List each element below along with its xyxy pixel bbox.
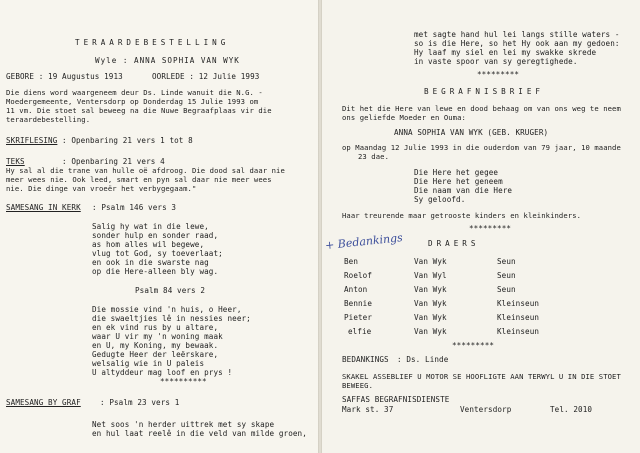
bearer-first: Roelof <box>344 271 373 280</box>
psalm146-line-0: Salig hy wat in die lewe, <box>92 222 209 231</box>
psalm84-line-5: Gedugte Heer der leërskare, <box>92 350 219 359</box>
bearer-last: Van Wyk <box>414 327 447 336</box>
verse-1: Die Here het geneem <box>414 177 503 186</box>
psalm84-line-4: en U, my Koning, my bewaak. <box>92 341 219 350</box>
traffic-notice-1: BEWEEG. <box>342 381 373 390</box>
verse-3: Sy geloofd. <box>414 195 466 204</box>
psalm23-cont-0: met sagte hand hul lei langs stille waters - <box>414 30 620 39</box>
psalm23-cont-1: so is die Here, so het Hy ook aan my gedoen: <box>414 39 620 48</box>
mourners-line: Haar treurende maar getrooste kinders en kleinkinders. <box>342 211 582 220</box>
bearer-first: elfie <box>348 327 372 336</box>
bearer-relation: Seun <box>497 271 516 280</box>
psalm23-line-0: Net soos 'n herder uittrek met sy skape <box>92 420 275 429</box>
psalm84-line-0: Die mossie vind 'n huis, o Heer, <box>92 305 242 314</box>
undertaker-address: Mark st. 37 <box>342 405 394 414</box>
bearer-relation: Kleinseun <box>497 327 540 336</box>
psalm84-line-3: waar U vir my 'n woning maak <box>92 332 223 341</box>
bearer-first: Anton <box>344 285 368 294</box>
death-date-line-1: 23 dae. <box>358 152 389 161</box>
bearer-last: Van Wyk <box>414 313 447 322</box>
verse-0: Die Here het gegee <box>414 168 499 177</box>
psalm146-line-4: en ook in die swarste nag <box>92 258 209 267</box>
born-date: GEBORE : 19 Augustus 1913 <box>6 72 123 81</box>
bearer-relation: Seun <box>497 285 516 294</box>
traffic-notice-0: SKAKEL ASSEBLIEF U MOTOR SE HOOFLIGTE AAN TERWYL U IN DIE STOET <box>342 372 621 381</box>
thanks-label: BEDANKINGS <box>342 355 389 364</box>
name-line: Wyle : ANNA SOPHIA VAN WYK <box>95 56 240 65</box>
bearer-last: Van Wyk <box>414 299 447 308</box>
bearer-relation: Kleinseun <box>497 313 540 322</box>
psalm23-cont-2: Hy laaf my siel en lei my swakke skrede <box>414 48 597 57</box>
psalm84-line-2: en ek vind rus by u altare, <box>92 323 219 332</box>
handwritten-signature: + Bedankings <box>324 231 404 253</box>
psalm146-line-3: vlug tot God, sy toeverlaat; <box>92 249 223 258</box>
reading-label: SKRIFLESING <box>6 136 58 145</box>
section-title: BEGRAFNISBRIEF <box>424 87 545 96</box>
reading-value: : Openbaring 21 vers 1 tot 8 <box>62 136 193 145</box>
psalm23-line-1: en hul laat reelê in die veld van milde groen, <box>92 429 307 438</box>
psalm146-line-5: op die Here-alleen bly wag. <box>92 267 219 276</box>
church-song-value: : Psalm 146 vers 3 <box>92 203 177 212</box>
service-text-0: Die diens word waargeneem deur Ds. Linde wanuit die N.G. - <box>6 88 263 97</box>
bearer-last: Van Wyl <box>414 271 447 280</box>
church-song-label: SAMESANG IN KERK <box>6 203 81 212</box>
bearers-title: DRAERS <box>428 239 480 248</box>
psalm23-cont-3: in vaste spoor van sy geregtighede. <box>414 57 578 66</box>
bearer-relation: Seun <box>497 257 516 266</box>
thanks-value: : Ds. Linde <box>397 355 449 364</box>
bearer-first: Pieter <box>344 313 373 322</box>
death-date-line-0: op Maandag 12 Julie 1993 in die ouderdom van 79 jaar, 10 maande <box>342 143 621 152</box>
grave-song-label: SAMESANG BY GRAF <box>6 398 81 407</box>
stars-divider: ********* <box>452 341 495 350</box>
text-value: : Openbaring 21 vers 4 <box>62 157 165 166</box>
left-page <box>0 0 318 453</box>
psalm146-line-1: sonder hulp en sonder raad, <box>92 231 219 240</box>
verse-2: Die naam van die Here <box>414 186 513 195</box>
undertaker-name: SAFFAS BEGRAFNISDIENSTE <box>342 395 450 404</box>
service-text-3: teraardebestelling. <box>6 115 91 124</box>
bearer-last: Van Wyk <box>414 285 447 294</box>
undertaker-town: Ventersdorp <box>460 405 512 414</box>
psalm84-line-7: U altyddeur mag loof en prys ! <box>92 368 233 377</box>
stars-divider: ********* <box>477 70 520 79</box>
bearer-first: Bennie <box>344 299 373 308</box>
bearer-last: Van Wyk <box>414 257 447 266</box>
notice-1: ons geliefde Moeder en Ouma: <box>342 113 466 122</box>
undertaker-phone: Tel. 2010 <box>550 405 593 414</box>
grave-song-value: : Psalm 23 vers 1 <box>100 398 180 407</box>
page-title: TERAARDEBESTELLING <box>75 38 230 47</box>
psalm84-line-1: die swaeltjies lê in nessies neer; <box>92 314 251 323</box>
bearer-relation: Kleinseun <box>497 299 540 308</box>
psalm146-line-2: as hom alles wil begewe, <box>92 240 205 249</box>
deceased-name: ANNA SOPHIA VAN WYK (GEB. KRUGER) <box>394 128 549 137</box>
right-page <box>322 0 640 453</box>
text-quote-1: meer wees nie. Ook leed, smart en pyn sal daar nie meer wees <box>6 175 272 184</box>
death-date: OORLEDE : 12 Julie 1993 <box>152 72 260 81</box>
text-label: TEKS <box>6 157 25 166</box>
service-text-1: Moedergemeente, Ventersdorp op Donderdag 15 Julie 1993 om <box>6 97 259 106</box>
notice-0: Dit het die Here van lewe en dood behaag om van ons weg te neem <box>342 104 621 113</box>
service-text-2: 11 vm. Die stoet sal beweeg na die Nuwe Begraafplaas vir die <box>6 106 272 115</box>
stars-divider: ********** <box>160 377 207 386</box>
stars-divider: ********* <box>469 224 512 233</box>
text-quote-0: Hy sal al die trane van hulle oë afdroog. Die dood sal daar nie <box>6 166 285 175</box>
text-quote-2: nie. Die dinge van vroeër het verbygegaam." <box>6 184 197 193</box>
psalm84-label: Psalm 84 vers 2 <box>135 286 206 295</box>
psalm84-line-6: welsalig wie in U paleis <box>92 359 205 368</box>
bearer-first: Ben <box>344 257 359 266</box>
